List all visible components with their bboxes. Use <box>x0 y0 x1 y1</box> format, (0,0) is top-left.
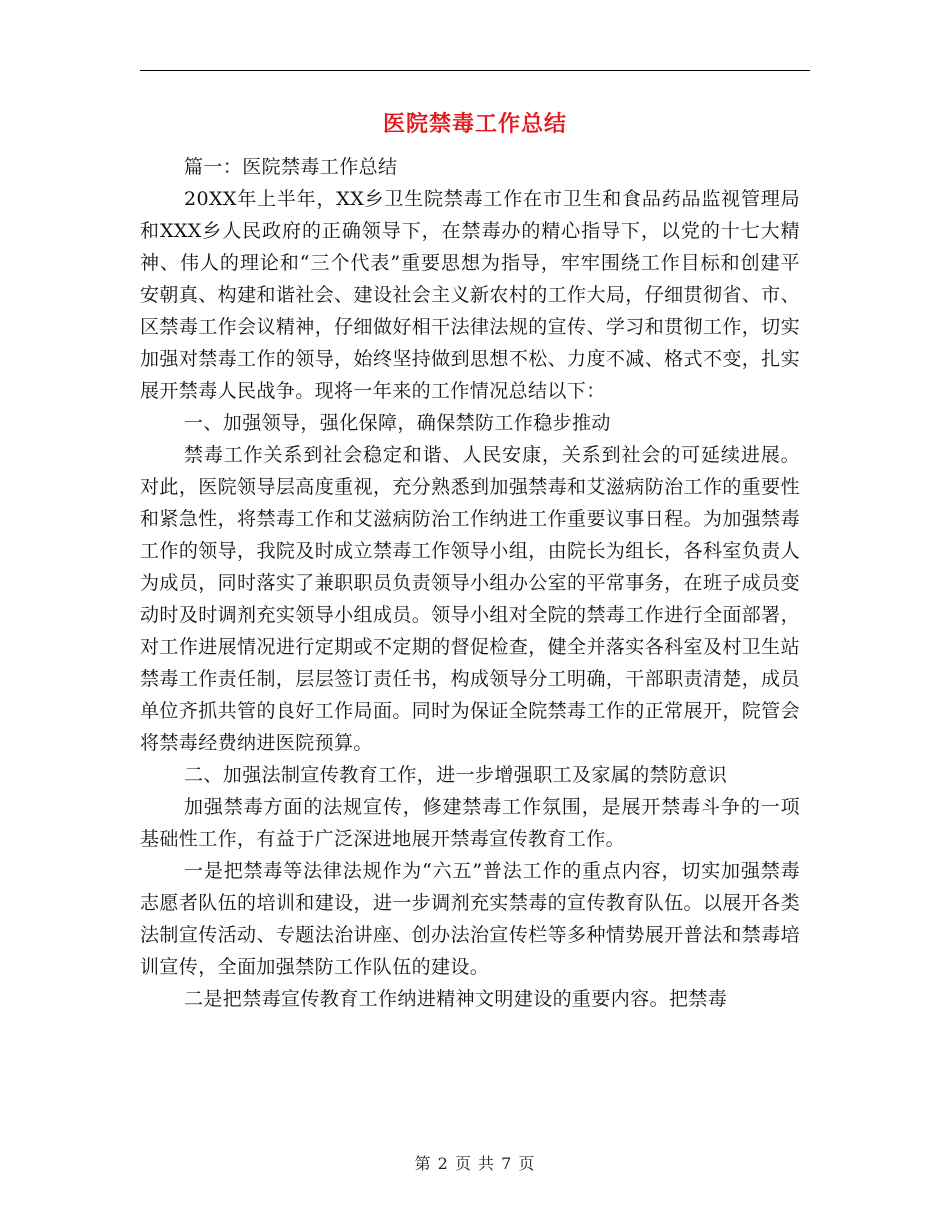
point-1-paragraph: 一是把禁毒等法律法规作为“六五”普法工作的重点内容，切实加强禁毒志愿者队伍的培训和建设，进一步调剂充实禁毒的宣传教育队伍。以展开各类法制宣传活动、专题法治讲座、创办法治宣传栏等多种情势展开普法和禁毒培训宣传，全面加强禁防工作队伍的建设。 <box>140 860 800 978</box>
section-heading-2: 二、加强法制宣传教育工作，进一步增强职工及家属的禁防意识 <box>184 764 728 786</box>
page-number: 第 2 页 共 7 页 <box>414 1154 536 1173</box>
section-2-paragraph: 加强禁毒方面的法规宣传，修建禁毒工作氛围，是展开禁毒斗争的一项基础性工作，有益于广泛深进地展开禁毒宣传教育工作。 <box>140 796 800 850</box>
point-2-paragraph: 二是把禁毒宣传教育工作纳进精神文明建设的重要内容。把禁毒 <box>184 988 728 1010</box>
document-title: 医院禁毒工作总结 <box>382 112 567 137</box>
document-body <box>140 151 800 1015</box>
section-heading-1: 一、加强领导，强化保障，确保禁防工作稳步推动 <box>184 412 611 434</box>
header-rule <box>140 70 810 71</box>
intro-paragraph: 20XX年上半年，XX乡卫生院禁毒工作在市卫生和食品药品监视管理局和XXX乡人民政府的正确领导下，在禁毒办的精心指导下，以党的十七大精神、伟人的理论和“三个代表”重要思想为指导，牢牢围绕工作目标和创建平安朝真、构建和谐社会、建设社会主义新农村的工作大局，仔细贯彻省、市、区禁毒工作会议精神，仔细做好相干法律法规的宣传、学习和贯彻工作，切实加强对禁毒工作的领导，始终坚持做到思想不松、力度不减、格式不变，扎实展开禁毒人民战争。现将一年来的工作情况总结以下： <box>140 188 800 402</box>
section-1-paragraph: 禁毒工作关系到社会稳定和谐、人民安康，关系到社会的可延续进展。对此，医院领导层高度重视，充分熟悉到加强禁毒和艾滋病防治工作的重要性和紧急性，将禁毒工作和艾滋病防治工作纳进工作重要议事日程。为加强禁毒工作的领导，我院及时成立禁毒工作领导小组，由院长为组长，各科室负责人为成员，同时落实了兼职职员负责领导小组办公室的平常事务，在班子成员变动时及时调剂充实领导小组成员。领导小组对全院的禁毒工作进行全面部署，对工作进展情况进行定期或不定期的督促检查，健全并落实各科室及村卫生站禁毒工作责任制，层层签订责任书，构成领导分工明确，干部职责清楚，成员单位齐抓共管的良好工作局面。同时为保证全院禁毒工作的正常展开，院管会将禁毒经费纳进医院预算。 <box>140 444 800 754</box>
subtitle-paragraph: 篇一：医院禁毒工作总结 <box>184 156 398 178</box>
